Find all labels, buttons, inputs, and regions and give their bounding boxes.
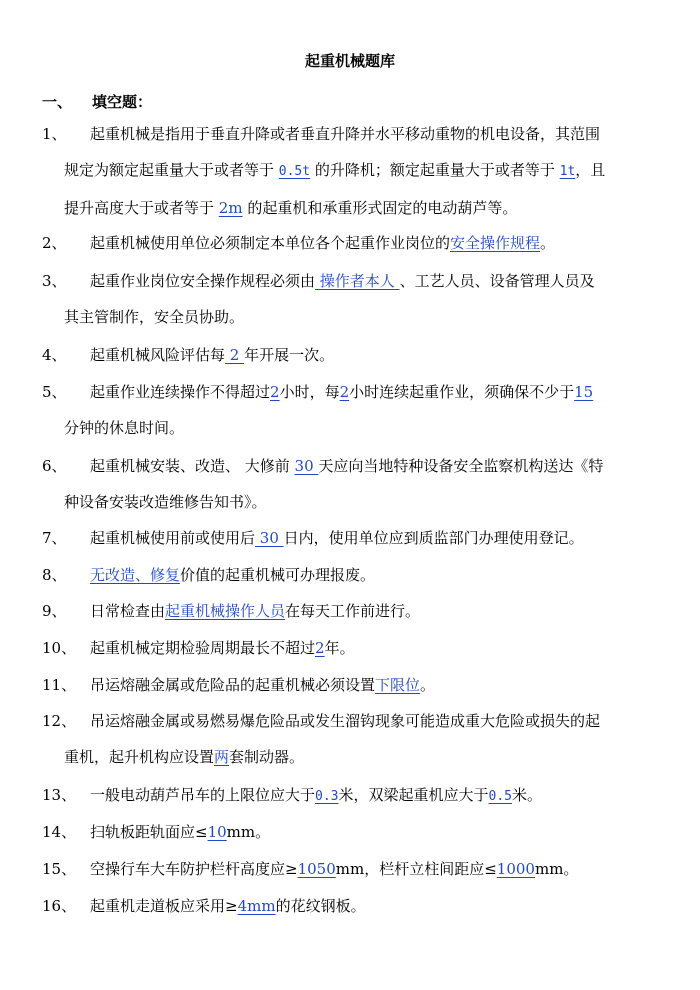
text-segment: 提升高度大于或者等于 (64, 199, 219, 217)
text-segment: 起重机走道板应采用≥ (90, 897, 238, 915)
text-segment: 米，双梁起重机应大于 (338, 786, 489, 804)
text-segment: 起重机械安装、改造、 大修前 (90, 457, 295, 475)
answer: 2 (315, 639, 325, 657)
question-text (42, 777, 662, 815)
text-segment: 米。 (512, 786, 543, 804)
question-3 (42, 263, 662, 335)
section-number: 一、 (42, 93, 73, 111)
answer: 2 (339, 383, 350, 401)
text-segment: 套制动器。 (229, 748, 305, 766)
section-heading (42, 91, 152, 112)
question-text (42, 374, 662, 410)
section-label: 填空题： (92, 93, 153, 111)
question-6 (42, 448, 662, 520)
text-segment: 的起重机和承重形式固定的电动葫芦等。 (242, 199, 518, 217)
answer: 0.3 (315, 789, 339, 804)
question-10 (42, 630, 662, 666)
answer: 2m (218, 199, 243, 217)
text-segment: 扫轨板距轨面应≤ (90, 823, 208, 841)
question-text: 起重机械是指用于垂直升降或者垂直升降并水平移动重物的机电设备，其范围 (90, 125, 601, 143)
answer: 1000 (496, 860, 535, 878)
text-segment: 起重作业岗位安全操作规程必须由 (90, 272, 316, 290)
text-segment: 价值的起重机械可办理报废。 (180, 566, 376, 584)
answer: 15 (574, 383, 594, 401)
question-text (42, 814, 662, 850)
question-text (42, 263, 662, 299)
text-segment: 在每天工作前进行。 (285, 602, 421, 620)
answer: 安全操作规程 (450, 234, 541, 252)
text-segment: mm。 (534, 860, 579, 878)
question-number: 5、 (42, 383, 67, 401)
question-7 (42, 520, 662, 556)
question-11 (42, 667, 662, 703)
question-2 (42, 225, 662, 261)
text-segment: 天应向当地特种设备安全监察机构送达《特 (318, 457, 604, 475)
question-text-line (42, 739, 662, 775)
question-text-line (42, 190, 662, 226)
answer: 10 (207, 823, 227, 841)
document-title: 起重机械题库 (304, 52, 395, 70)
text-segment: 一般电动葫芦吊车的上限位应大于 (90, 786, 316, 804)
question-number: 8、 (42, 566, 67, 584)
question-16 (42, 888, 662, 924)
question-8 (42, 557, 662, 593)
question-14 (42, 814, 662, 850)
text-segment: 、工艺人员、设备管理人员及 (399, 272, 595, 290)
answer: 0.5t (278, 164, 311, 179)
answer: 1050 (297, 860, 336, 878)
question-number: 15、 (42, 860, 77, 878)
question-number: 4、 (42, 346, 67, 364)
text-segment: 规定为额定起重量大于或者等于 (64, 161, 279, 179)
answer: 30 (294, 457, 319, 475)
question-1 (42, 116, 662, 226)
question-number: 12、 (42, 712, 77, 730)
text-segment: 。 (420, 676, 436, 694)
question-text (42, 448, 662, 484)
text-segment: 空操行车大车防护栏杆高度应≥ (90, 860, 298, 878)
text-segment: 起重机械风险评估每 (90, 346, 226, 364)
answer: 操作者本人 (315, 272, 400, 290)
question-number: 1、 (42, 125, 67, 143)
text-segment: 吊运熔融金属或危险品的起重机械必须设置 (90, 676, 376, 694)
answer: 2 (270, 383, 280, 401)
answer: 1t (559, 164, 576, 179)
text-segment: 日内，使用单位应到质监部门办理使用登记。 (283, 529, 584, 547)
question-text (42, 337, 662, 373)
text-segment: 起重作业连续操作不得超过 (90, 383, 271, 401)
answer: 无改造、修复 (90, 566, 181, 584)
question-text (42, 667, 662, 703)
answer: 30 (255, 529, 284, 547)
text-segment: 小时，每 (279, 383, 340, 401)
answer: 2 (225, 346, 245, 364)
question-number: 13、 (42, 786, 77, 804)
text-segment: 年。 (324, 639, 355, 657)
text-segment: 年开展一次。 (244, 346, 335, 364)
text-segment: 起重机械定期检验周期最长不超过 (90, 639, 316, 657)
question-12 (42, 703, 662, 775)
question-text (42, 520, 662, 556)
question-15 (42, 851, 662, 887)
answer: 下限位 (375, 676, 421, 694)
text-segment: 的花纹钢板。 (275, 897, 366, 915)
text-segment: 重机，起升机构应设置 (64, 748, 215, 766)
text-segment: mm。 (226, 823, 271, 841)
question-text (42, 888, 662, 924)
question-text (42, 630, 662, 666)
question-text: 吊运熔融金属或易燃易爆危险品或发生溜钩现象可能造成重大危险或损失的起 (90, 712, 601, 730)
text-segment: ，且 (575, 161, 606, 179)
question-text-line: 种设备安装改造维修告知书》。 (64, 493, 267, 511)
question-number: 11、 (42, 676, 77, 694)
text-segment: 起重机械使用前或使用后 (90, 529, 256, 547)
question-text (42, 557, 662, 593)
question-number: 9、 (42, 602, 67, 620)
question-text-line: 其主管制作，安全员协助。 (64, 308, 245, 326)
question-4 (42, 337, 662, 373)
question-number: 14、 (42, 823, 77, 841)
text-segment: 起重机械使用单位必须制定本单位各个起重作业岗位的 (90, 234, 451, 252)
question-13 (42, 777, 662, 815)
question-text (42, 593, 662, 629)
question-number: 6、 (42, 457, 67, 475)
question-text-line: 分钟的休息时间。 (64, 419, 185, 437)
answer: 起重机械操作人员 (165, 602, 286, 620)
question-9 (42, 593, 662, 629)
text-segment: 的升降机；额定起重量大于或者等于 (310, 161, 560, 179)
question-text-line (42, 152, 662, 190)
answer: 两 (214, 748, 230, 766)
question-text (42, 225, 662, 261)
question-number: 3、 (42, 272, 67, 290)
question-text (42, 851, 662, 887)
question-number: 7、 (42, 529, 67, 547)
question-number: 2、 (42, 234, 67, 252)
text-segment: mm，栏杆立柱间距应≤ (335, 860, 497, 878)
answer: 0.5 (488, 789, 512, 804)
text-segment: 小时连续起重作业，须确保不少于 (349, 383, 575, 401)
question-5 (42, 374, 662, 446)
text-segment: 。 (540, 234, 556, 252)
text-segment: 日常检查由 (90, 602, 166, 620)
question-number: 10、 (42, 639, 77, 657)
answer: 4mm (237, 897, 276, 915)
question-number: 16、 (42, 897, 77, 915)
